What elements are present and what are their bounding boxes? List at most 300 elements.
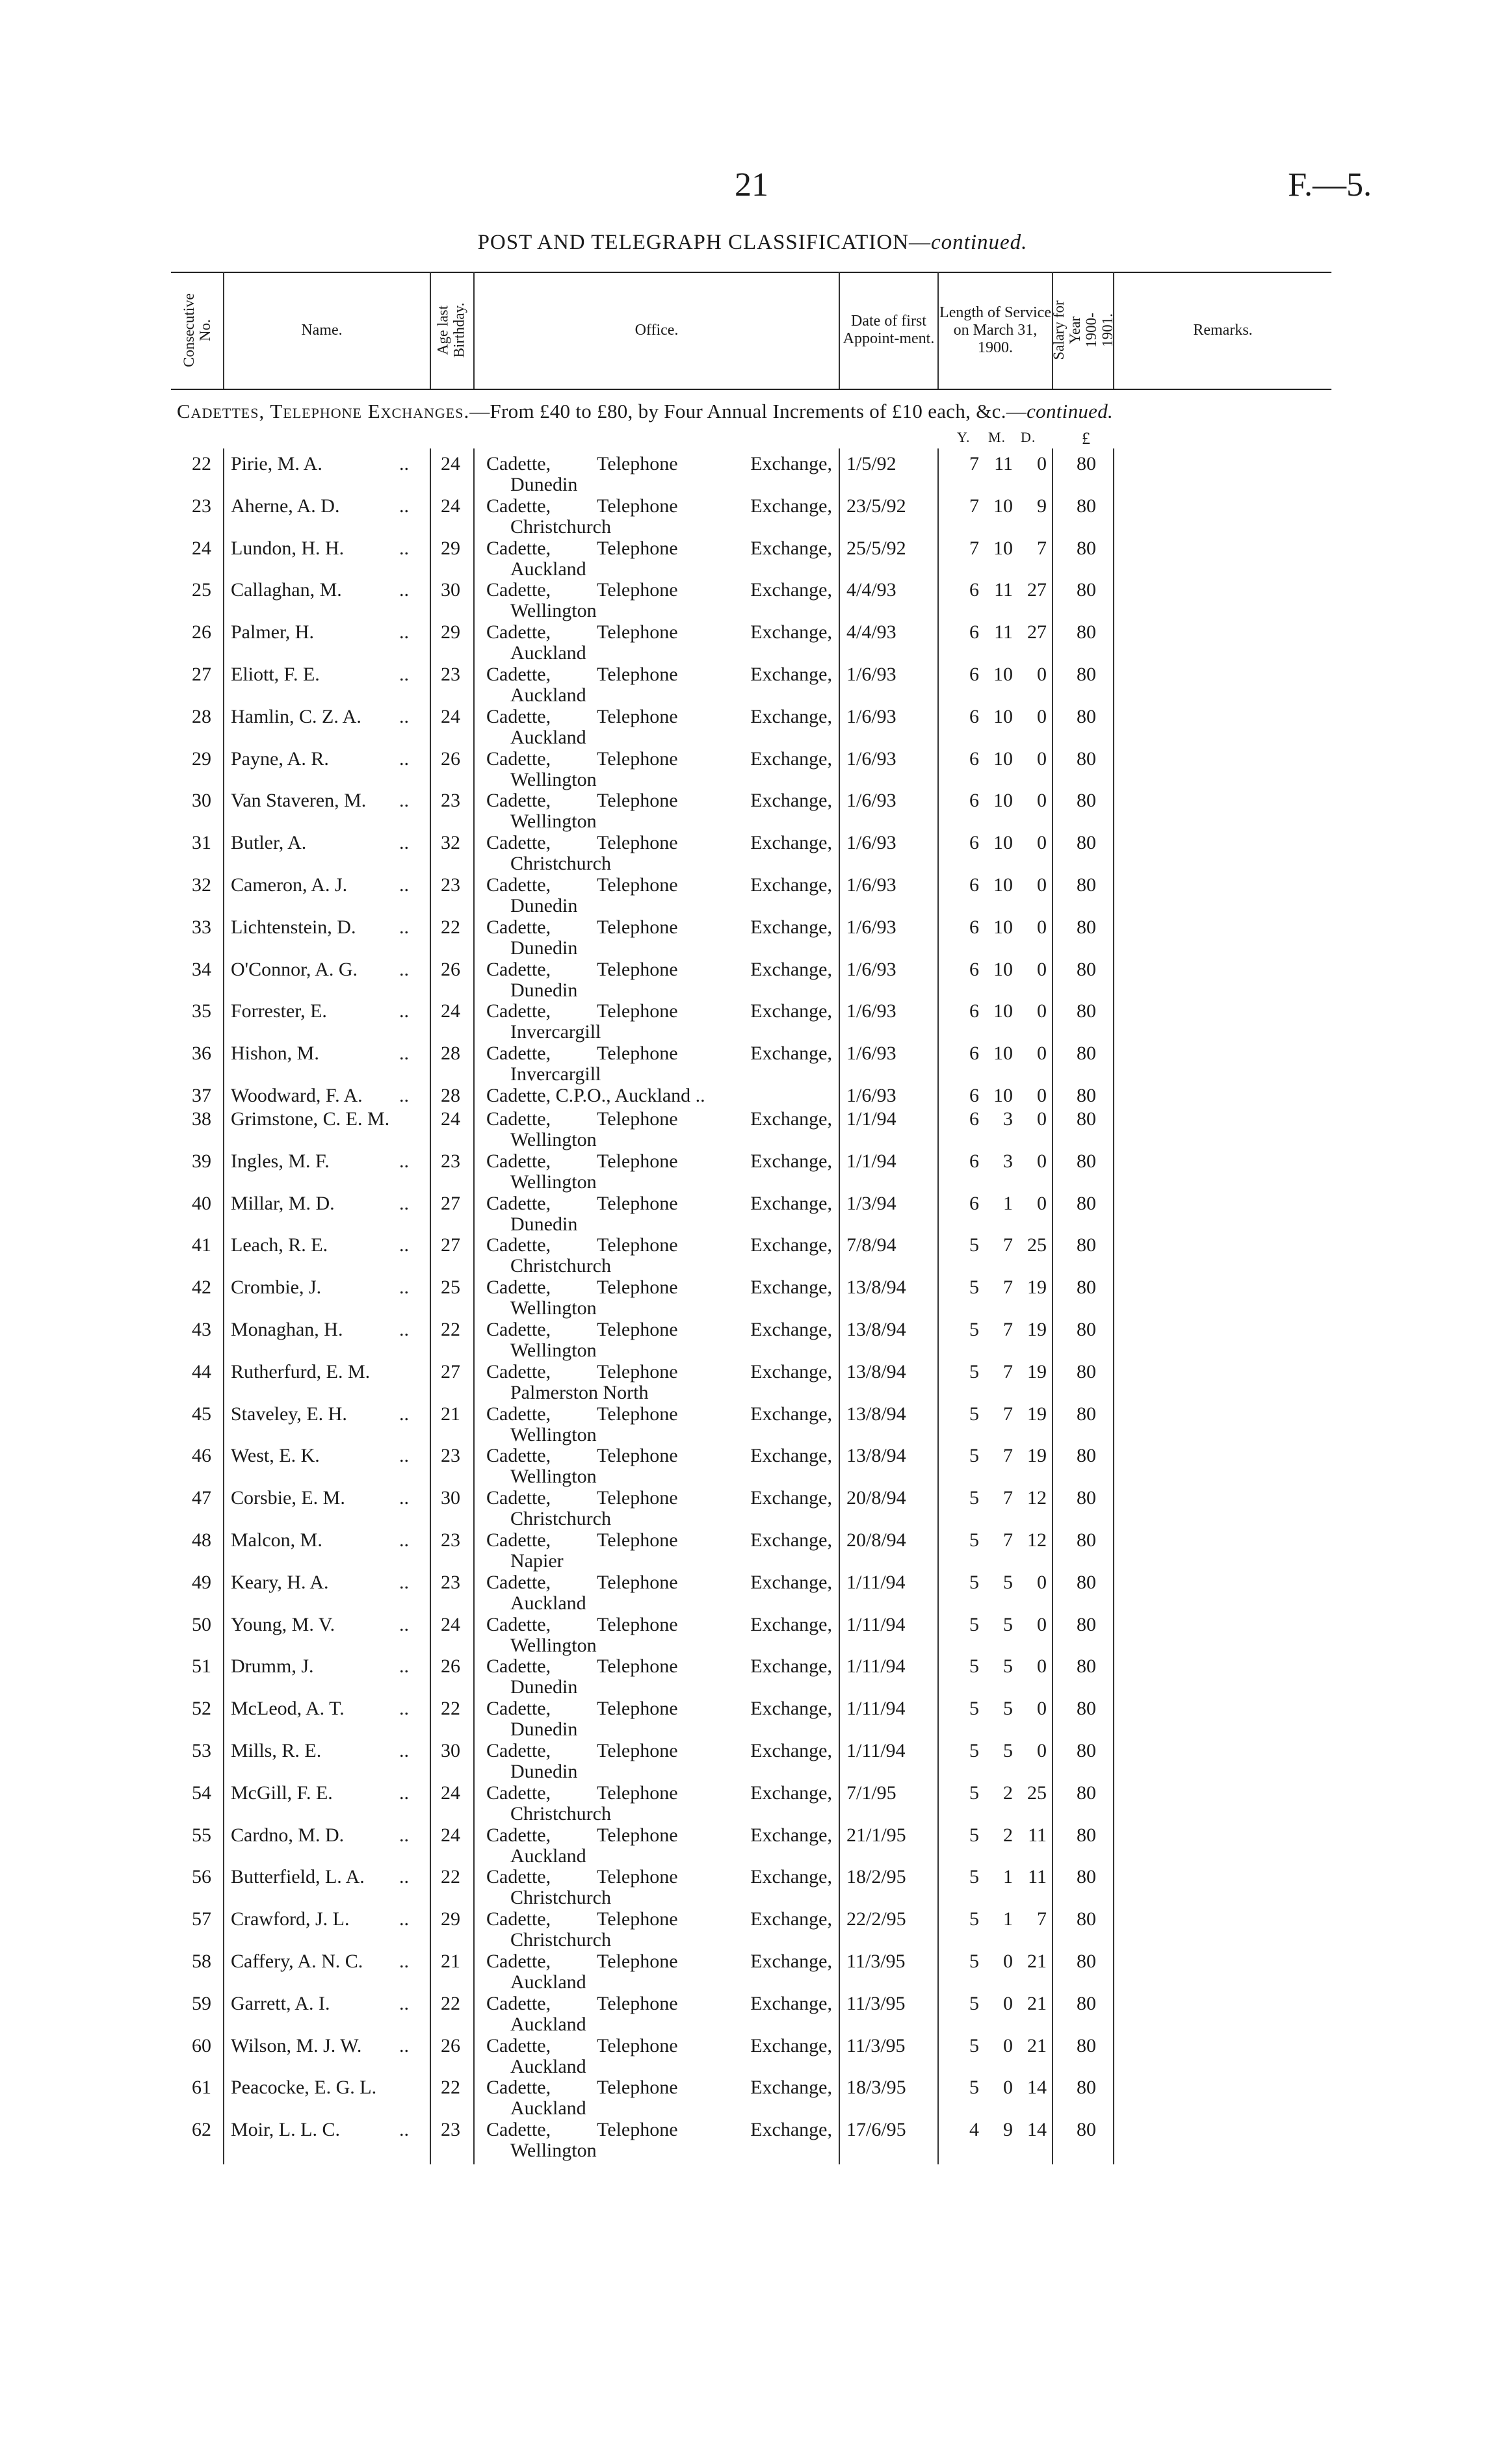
office-location: Napier (510, 1550, 564, 1572)
service-years: 5 (969, 1445, 979, 1467)
appointment-date: 1/3/94 (846, 1192, 896, 1214)
service-years: 6 (969, 916, 979, 938)
service-days: 0 (1037, 1085, 1047, 1106)
office-location: Wellington (510, 1423, 597, 1446)
service-days: 0 (1037, 664, 1047, 685)
leader-dots: .. (399, 1866, 409, 1888)
header-office: Office. (635, 321, 679, 339)
consecutive-no: 30 (192, 790, 211, 812)
service-years: 5 (969, 1782, 979, 1804)
service-days: 19 (1027, 1319, 1047, 1340)
service-years: 5 (969, 1992, 979, 2014)
age: 22 (441, 1992, 460, 2014)
office-location: Christchurch (510, 1929, 611, 1951)
leader-dots: .. (399, 705, 409, 727)
table-row (0, 538, 1505, 580)
service-months: 10 (993, 874, 1013, 896)
leader-dots: .. (399, 747, 409, 770)
age: 24 (441, 1824, 460, 1846)
header-age: Age last Birthday. (434, 302, 467, 358)
consecutive-no: 33 (192, 916, 211, 938)
consecutive-no: 31 (192, 832, 211, 854)
table-row (0, 790, 1505, 832)
table-row (0, 1867, 1505, 1908)
service-days: 0 (1037, 1571, 1047, 1593)
header-remarks: Remarks. (1193, 321, 1253, 339)
office-word-3: Exchange, (750, 1740, 832, 1761)
office-word-2: Telephone (597, 1866, 678, 1888)
office-location: Dunedin (510, 937, 578, 959)
service-years: 5 (969, 2077, 979, 2099)
service-days: 0 (1037, 958, 1047, 980)
office-word-2: Telephone (597, 1000, 678, 1022)
service-days: 0 (1037, 1613, 1047, 1635)
service-days: 21 (1027, 2034, 1047, 2056)
service-days: 0 (1037, 705, 1047, 727)
office-location: Christchurch (510, 1508, 611, 1530)
office-location: Dunedin (510, 1761, 578, 1782)
office-location: Auckland (510, 642, 586, 664)
consecutive-no: 50 (192, 1613, 211, 1635)
header-divider (1052, 272, 1053, 389)
section-heading-continued: continued. (1027, 400, 1114, 422)
table-row (0, 1572, 1505, 1614)
office-location: Christchurch (510, 1887, 611, 1909)
office-word-1: Cadette, (486, 1487, 551, 1509)
office-word-1: Cadette, (486, 579, 551, 601)
office-word-3: Exchange, (750, 832, 832, 854)
employee-name: Van Staveren, M. (231, 790, 367, 812)
appointment-date: 1/6/93 (846, 1085, 896, 1106)
service-days: 27 (1027, 579, 1047, 601)
office-word-2: Telephone (597, 1192, 678, 1214)
appointment-date: 1/11/94 (846, 1655, 906, 1678)
age: 26 (441, 2034, 460, 2056)
appointment-date: 1/11/94 (846, 1613, 906, 1635)
service-years: 5 (969, 1487, 979, 1509)
leader-dots: .. (399, 1043, 409, 1065)
office-word-1: Cadette, (486, 1403, 551, 1425)
salary: 80 (1077, 664, 1096, 685)
office-word-1: Cadette, (486, 1192, 551, 1214)
office-word-3: Exchange, (750, 2077, 832, 2099)
salary: 80 (1077, 1043, 1096, 1065)
header-divider (839, 272, 840, 389)
salary: 80 (1077, 916, 1096, 938)
office-word-1: Cadette, (486, 747, 551, 770)
service-days: 27 (1027, 621, 1047, 643)
service-months: 2 (1003, 1824, 1013, 1846)
office-word-3: Exchange, (750, 1824, 832, 1846)
salary: 80 (1077, 1613, 1096, 1635)
table-row (0, 1698, 1505, 1740)
salary: 80 (1077, 1000, 1096, 1022)
office-word-2: Telephone (597, 664, 678, 685)
table-row (0, 496, 1505, 538)
service-days: 25 (1027, 1782, 1047, 1804)
office-location: Auckland (510, 558, 586, 580)
leader-dots: .. (399, 1445, 409, 1467)
service-years: 5 (969, 1234, 979, 1256)
office-word-3: Exchange, (750, 1043, 832, 1065)
table-row (0, 917, 1505, 959)
appointment-date: 21/1/95 (846, 1824, 906, 1846)
salary: 80 (1077, 2034, 1096, 2056)
age: 27 (441, 1360, 460, 1382)
leader-dots: .. (399, 1951, 409, 1972)
header-divider (430, 272, 431, 389)
office-word-1: Cadette, (486, 1234, 551, 1256)
service-years: 6 (969, 664, 979, 685)
table-row (0, 749, 1505, 790)
office-location: Wellington (510, 811, 597, 833)
leader-dots: .. (399, 579, 409, 601)
service-days: 12 (1027, 1487, 1047, 1509)
service-months: 7 (1003, 1360, 1013, 1382)
employee-name: Payne, A. R. (231, 747, 329, 770)
service-years: 7 (969, 495, 979, 517)
office-word-3: Exchange, (750, 1319, 832, 1340)
office-word-1: Cadette, (486, 1992, 551, 2014)
office-word-3: Exchange, (750, 1992, 832, 2014)
leader-dots: .. (399, 832, 409, 854)
service-years: 5 (969, 1571, 979, 1593)
table-row (0, 1783, 1505, 1824)
service-months: 3 (1003, 1108, 1013, 1130)
section-heading (177, 400, 1113, 423)
consecutive-no: 59 (192, 1992, 211, 2014)
office-word-3: Exchange, (750, 1360, 832, 1382)
office-location: Auckland (510, 2055, 586, 2077)
appointment-date: 25/5/92 (846, 537, 906, 559)
service-days: 19 (1027, 1445, 1047, 1467)
office-word-3: Exchange, (750, 1866, 832, 1888)
service-years: 6 (969, 705, 979, 727)
service-years: 5 (969, 1360, 979, 1382)
table-row (0, 1043, 1505, 1085)
appointment-date: 13/8/94 (846, 1360, 906, 1382)
office-word-1: Cadette, (486, 1866, 551, 1888)
appointment-date: 1/6/93 (846, 1043, 896, 1065)
office-word-1: Cadette, (486, 2077, 551, 2099)
employee-name: Drumm, J. (231, 1655, 314, 1678)
age: 22 (441, 1319, 460, 1340)
office-word-1: Cadette, (486, 1698, 551, 1720)
consecutive-no: 37 (192, 1085, 211, 1106)
table-row (0, 1825, 1505, 1867)
salary: 80 (1077, 790, 1096, 812)
service-months: 10 (993, 916, 1013, 938)
salary: 80 (1077, 705, 1096, 727)
service-years: 5 (969, 1951, 979, 1972)
leader-dots: .. (399, 453, 409, 474)
office-word-3: Exchange, (750, 1445, 832, 1467)
salary: 80 (1077, 1445, 1096, 1467)
leader-dots: .. (399, 2034, 409, 2056)
table-row (0, 1362, 1505, 1403)
office-word-3: Exchange, (750, 1529, 832, 1551)
consecutive-no: 24 (192, 537, 211, 559)
age: 26 (441, 747, 460, 770)
service-months: 7 (1003, 1319, 1013, 1340)
office-word-2: Telephone (597, 1277, 678, 1299)
employee-name: Cardno, M. D. (231, 1824, 345, 1846)
office-word-3: Exchange, (750, 1782, 832, 1804)
table-row (0, 1193, 1505, 1235)
service-months: 5 (1003, 1698, 1013, 1720)
service-days: 0 (1037, 874, 1047, 896)
appointment-date: 1/6/93 (846, 916, 896, 938)
employee-name: Millar, M. D. (231, 1192, 335, 1214)
office-word-2: Telephone (597, 1655, 678, 1678)
office-word-1: Cadette, (486, 537, 551, 559)
age: 23 (441, 1571, 460, 1593)
age: 29 (441, 621, 460, 643)
appointment-date: 1/11/94 (846, 1698, 906, 1720)
leader-dots: .. (399, 1740, 409, 1761)
office-word-1: Cadette, (486, 705, 551, 727)
service-days: 11 (1028, 1824, 1047, 1846)
office-word-2: Telephone (597, 1234, 678, 1256)
office-word-2: Telephone (597, 1043, 678, 1065)
table-row (0, 1993, 1505, 2035)
service-years: 6 (969, 1192, 979, 1214)
age: 23 (441, 1150, 460, 1172)
leader-dots: .. (399, 1992, 409, 2014)
appointment-date: 1/11/94 (846, 1740, 906, 1761)
unit-pound: £ (1082, 429, 1091, 448)
appointment-date: 13/8/94 (846, 1277, 906, 1299)
office-word-3: Exchange, (750, 1277, 832, 1299)
service-days: 7 (1037, 1908, 1047, 1930)
office-location: Wellington (510, 1129, 597, 1150)
office-word-1: Cadette, (486, 1000, 551, 1022)
office-word-1: Cadette, (486, 1655, 551, 1678)
office-word-3: Exchange, (750, 790, 832, 812)
consecutive-no: 32 (192, 874, 211, 896)
document-reference: F.—5. (1288, 166, 1372, 203)
office-location: Invercargill (510, 1063, 601, 1085)
table-row (0, 1001, 1505, 1043)
salary: 80 (1077, 874, 1096, 896)
service-days: 0 (1037, 832, 1047, 854)
leader-dots: .. (399, 1698, 409, 1720)
service-days: 25 (1027, 1234, 1047, 1256)
leader-dots: .. (399, 1085, 409, 1106)
header-divider (937, 272, 939, 389)
service-years: 4 (969, 2119, 979, 2141)
salary: 80 (1077, 747, 1096, 770)
office-word-1: Cadette, (486, 1571, 551, 1593)
consecutive-no: 46 (192, 1445, 211, 1467)
table-row (0, 622, 1505, 664)
appointment-date: 11/3/95 (846, 1992, 906, 2014)
office-location: Wellington (510, 768, 597, 790)
office-location: Christchurch (510, 853, 611, 875)
employee-name: Monaghan, H. (231, 1319, 343, 1340)
office-word-1: Cadette, (486, 832, 551, 854)
appointment-date: 7/8/94 (846, 1234, 896, 1256)
salary: 80 (1077, 1951, 1096, 1972)
office-word-3: Exchange, (750, 1655, 832, 1678)
office-word-3: Exchange, (750, 1487, 832, 1509)
service-days: 0 (1037, 1698, 1047, 1720)
service-years: 5 (969, 1908, 979, 1930)
salary: 80 (1077, 453, 1096, 474)
employee-name: Butler, A. (231, 832, 307, 854)
leader-dots: .. (399, 916, 409, 938)
leader-dots: .. (399, 1655, 409, 1678)
service-months: 7 (1003, 1403, 1013, 1425)
employee-name: Butterfield, L. A. (231, 1866, 365, 1888)
employee-name: Peacocke, E. G. L. (231, 2077, 377, 2099)
consecutive-no: 60 (192, 2034, 211, 2056)
age: 21 (441, 1403, 460, 1425)
age: 24 (441, 453, 460, 474)
employee-name: Woodward, F. A. (231, 1085, 363, 1106)
service-years: 5 (969, 1866, 979, 1888)
office-word-1: Cadette, (486, 1360, 551, 1382)
salary: 80 (1077, 832, 1096, 854)
salary: 80 (1077, 495, 1096, 517)
appointment-date: 7/1/95 (846, 1782, 896, 1804)
leader-dots: .. (399, 1150, 409, 1172)
office-word-1: Cadette, (486, 2034, 551, 2056)
office-word-2: Telephone (597, 1782, 678, 1804)
service-months: 7 (1003, 1277, 1013, 1299)
age: 28 (441, 1085, 460, 1106)
office-word-2: Telephone (597, 705, 678, 727)
office-word-1: Cadette, (486, 1908, 551, 1930)
service-months: 10 (993, 832, 1013, 854)
salary: 80 (1077, 1319, 1096, 1340)
leader-dots: .. (399, 1234, 409, 1256)
consecutive-no: 48 (192, 1529, 211, 1551)
service-days: 9 (1037, 495, 1047, 517)
consecutive-no: 34 (192, 958, 211, 980)
office-location: Auckland (510, 684, 586, 706)
office-word-2: Telephone (597, 1108, 678, 1130)
table-row (0, 959, 1505, 1001)
office-word-3: Exchange, (750, 1613, 832, 1635)
table-row (0, 2120, 1505, 2161)
salary: 80 (1077, 1277, 1096, 1299)
header-name: Name. (301, 321, 343, 339)
service-years: 5 (969, 1403, 979, 1425)
leader-dots: .. (399, 495, 409, 517)
service-days: 21 (1027, 1951, 1047, 1972)
age: 23 (441, 1445, 460, 1467)
age: 27 (441, 1234, 460, 1256)
consecutive-no: 43 (192, 1319, 211, 1340)
employee-name: Wilson, M. J. W. (231, 2034, 362, 2056)
consecutive-no: 44 (192, 1360, 211, 1382)
office-location: Wellington (510, 1171, 597, 1193)
office-word-3: Exchange, (750, 958, 832, 980)
table-row (0, 454, 1505, 495)
appointment-date: 1/11/94 (846, 1571, 906, 1593)
service-days: 21 (1027, 1992, 1047, 2014)
service-months: 2 (1003, 1782, 1013, 1804)
age: 26 (441, 1655, 460, 1678)
header-divider (1113, 272, 1114, 389)
office-word-1: Cadette, (486, 1108, 551, 1130)
service-years: 6 (969, 790, 979, 812)
employee-name: Garrett, A. I. (231, 1992, 330, 2014)
appointment-date: 20/8/94 (846, 1487, 906, 1509)
consecutive-no: 45 (192, 1403, 211, 1425)
office-word-2: Telephone (597, 1529, 678, 1551)
age: 22 (441, 2077, 460, 2099)
service-years: 5 (969, 1698, 979, 1720)
office-word-2: Telephone (597, 2119, 678, 2141)
office-word-2: Telephone (597, 2034, 678, 2056)
office-word-1: Cadette, (486, 1740, 551, 1761)
office-location: Auckland (510, 1845, 586, 1867)
office-location: Dunedin (510, 474, 578, 495)
service-days: 0 (1037, 747, 1047, 770)
age: 29 (441, 537, 460, 559)
appointment-date: 1/6/93 (846, 664, 896, 685)
office-word-2: Telephone (597, 621, 678, 643)
office-word-1: Cadette, (486, 790, 551, 812)
consecutive-no: 28 (192, 705, 211, 727)
office-word-2: Telephone (597, 495, 678, 517)
age: 24 (441, 1613, 460, 1635)
consecutive-no: 58 (192, 1951, 211, 1972)
appointment-date: 1/6/93 (846, 747, 896, 770)
office-word-3: Exchange, (750, 1192, 832, 1214)
office-word-3: Exchange, (750, 2119, 832, 2141)
header-rule-bottom (171, 389, 1331, 390)
office-location: Auckland (510, 726, 586, 748)
service-months: 10 (993, 958, 1013, 980)
employee-name: Corsbie, E. M. (231, 1487, 345, 1509)
service-years: 5 (969, 1319, 979, 1340)
office-word-1: Cadette, (486, 1824, 551, 1846)
service-years: 5 (969, 1529, 979, 1551)
appointment-date: 13/8/94 (846, 1319, 906, 1340)
age: 23 (441, 2119, 460, 2141)
service-days: 14 (1027, 2077, 1047, 2099)
table-row (0, 707, 1505, 748)
employee-name: Caffery, A. N. C. (231, 1951, 363, 1972)
employee-name: Forrester, E. (231, 1000, 327, 1022)
service-months: 0 (1003, 2034, 1013, 2056)
office-word-2: Telephone (597, 1319, 678, 1340)
service-years: 6 (969, 579, 979, 601)
salary: 80 (1077, 1866, 1096, 1888)
office-word-2: Telephone (597, 1824, 678, 1846)
service-months: 7 (1003, 1445, 1013, 1467)
employee-name: Keary, H. A. (231, 1571, 329, 1593)
office-word-3: Exchange, (750, 579, 832, 601)
age: 23 (441, 790, 460, 812)
service-months: 11 (994, 621, 1013, 643)
office-word-3: Exchange, (750, 1234, 832, 1256)
service-months: 7 (1003, 1234, 1013, 1256)
salary: 80 (1077, 1487, 1096, 1509)
office-location: Auckland (510, 1592, 586, 1614)
office-location: Dunedin (510, 1676, 578, 1698)
header-consecutive-no: Consecutive No. (181, 293, 214, 367)
leader-dots: .. (399, 1824, 409, 1846)
header-divider (473, 272, 475, 389)
unit-days: D. (1021, 429, 1036, 445)
service-years: 6 (969, 1043, 979, 1065)
salary: 80 (1077, 1908, 1096, 1930)
employee-name: McGill, F. E. (231, 1782, 333, 1804)
